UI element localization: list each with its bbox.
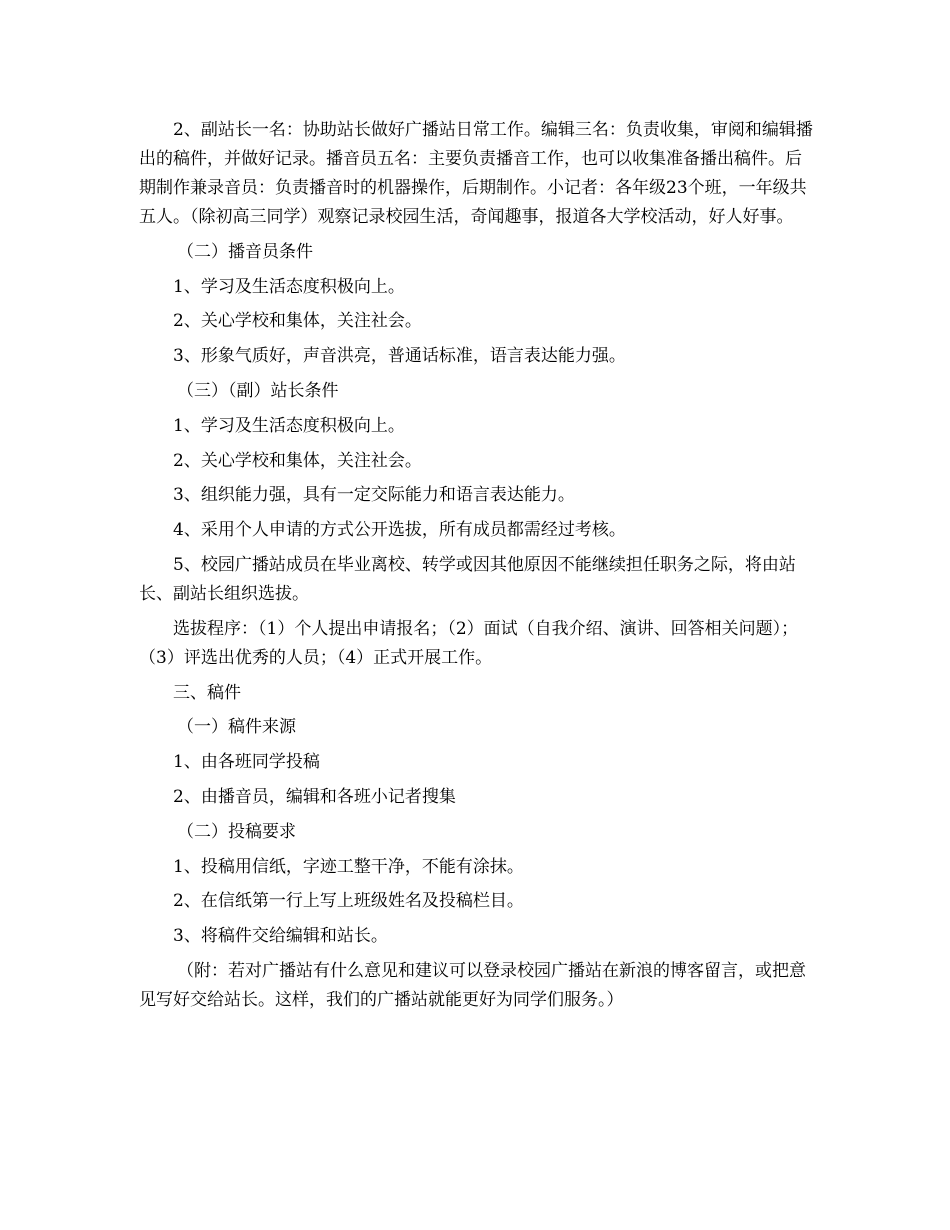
heading-director-requirements: （三）（副）站长条件 <box>177 380 339 401</box>
heading-manuscript-sources: （一）稿件来源 <box>177 717 296 738</box>
section-heading-manuscripts: 三、稿件 <box>173 682 241 703</box>
list-item: 2、在信纸第一行上写上班级姓名及投稿栏目。 <box>173 891 524 912</box>
list-item: 2、关心学校和集体，关注社会。 <box>173 311 422 332</box>
list-item: 3、组织能力强，具有一定交际能力和语言表达能力。 <box>173 485 575 506</box>
heading-submission-requirements: （二）投稿要求 <box>177 821 296 842</box>
list-item: 1、学习及生活态度积极向上。 <box>173 415 405 436</box>
list-item: 1、投稿用信纸，字迹工整干净，不能有涂抹。 <box>173 856 524 877</box>
list-item: 2、由播音员，编辑和各班小记者搜集 <box>173 786 456 807</box>
list-item: 1、学习及生活态度积极向上。 <box>173 276 405 297</box>
list-item: 3、形象气质好，声音洪亮，普通话标准，语言表达能力强。 <box>173 346 626 367</box>
list-item: 4、采用个人申请的方式公开选拔，所有成员都需经过考核。 <box>173 520 626 541</box>
document-body <box>139 116 815 1021</box>
paragraph-selection-procedure: 选拔程序：（1）个人提出申请报名；（2）面试（自我介绍、演讲、回答相关问题）；（3）评选出优秀的人员；（4）正式开展工作。 <box>139 618 799 668</box>
list-item: 2、关心学校和集体，关注社会。 <box>173 450 422 471</box>
list-item: 5、校园广播站成员在毕业离校、转学或因其他原因不能继续担任职务之际，将由站长、副站长组织选拔。 <box>139 554 796 604</box>
list-item: 3、将稿件交给编辑和站长。 <box>173 926 388 947</box>
heading-announcer-requirements: （二）播音员条件 <box>177 241 313 262</box>
paragraph-vice-director: 2、副站长一名：协助站长做好广播站日常工作。编辑三名：负责收集，审阅和编辑播出的稿件，并做好记录。播音员五名：主要负责播音工作，也可以收集准备播出稿件。后期制作兼录音员：负责播音时的机器操作，后期制作。小记者：各年级23个班，一年级共五人。（除初高三同学）观察记录校园生活，奇闻趣事，报道各大学校活动，好人好事。 <box>139 120 813 227</box>
list-item: 1、由各班同学投稿 <box>173 752 320 773</box>
paragraph-appendix-note: （附：若对广播站有什么意见和建议可以登录校园广播站在新浪的博客留言，或把意见写好交给站长。这样，我们的广播站就能更好为同学们服务。） <box>139 960 806 1010</box>
